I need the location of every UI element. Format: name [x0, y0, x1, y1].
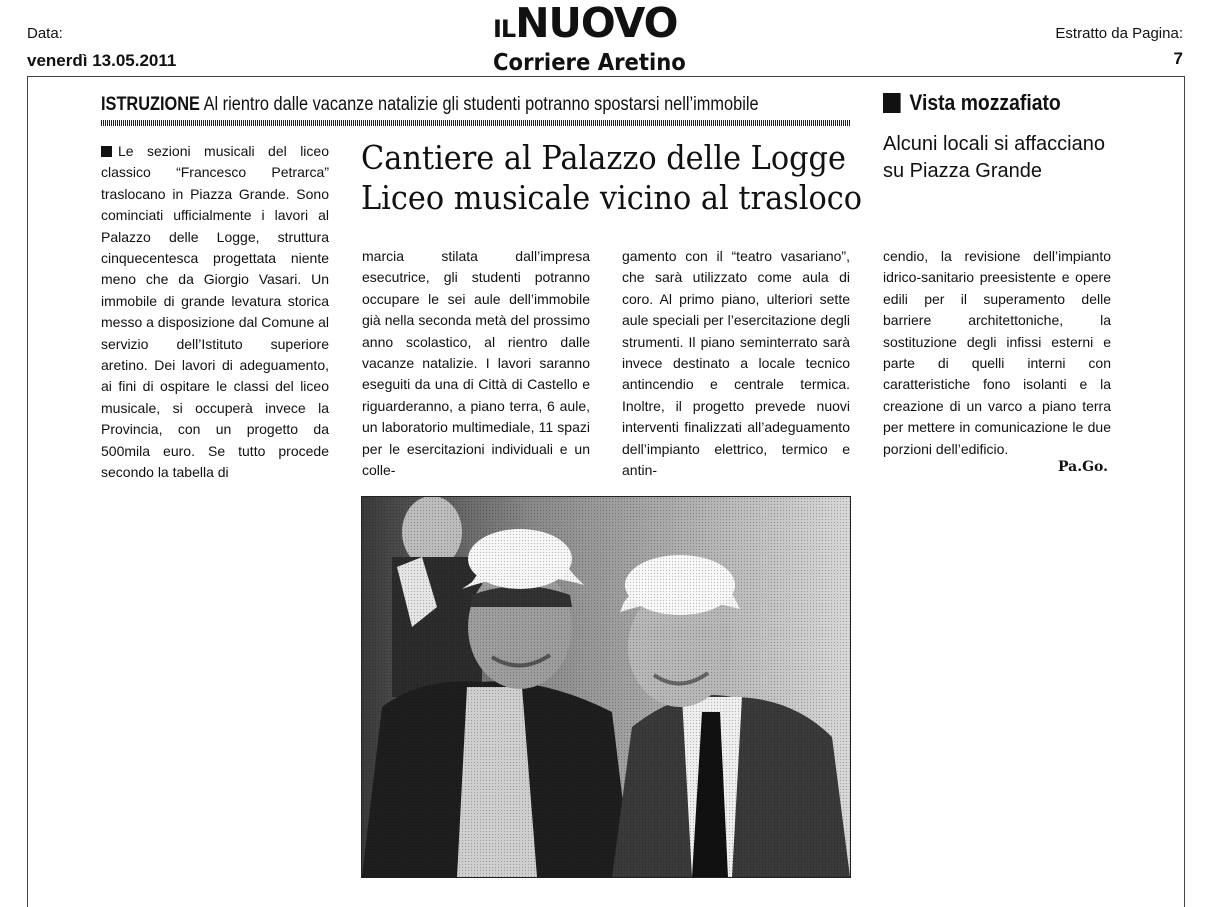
article-column-3 — [622, 246, 850, 481]
date-label: Data: — [27, 25, 63, 42]
page-label: Estratto da Pagina: — [1055, 25, 1183, 42]
masthead-main: NUOVO — [515, 0, 678, 47]
kicker — [101, 93, 759, 117]
publication-date: venerdì 13.05.2011 — [27, 51, 177, 70]
article-column-2 — [362, 246, 590, 481]
article-column-4 — [883, 246, 1111, 460]
bullet-square-icon — [101, 146, 112, 157]
column-4-text: cendio, la revisione dell’impianto idrico-sanitario preesistente e opere edili per il superamento delle barriere architettoniche, la sostituzione degli infissi esterni e parte di quelli interni con caratteristiche fono isolanti e la creazione di un varco a piano terra per mettere in comunicazione le due porzioni dell’edificio. — [883, 248, 1111, 457]
masthead — [493, 2, 703, 76]
column-2-text: marcia stilata dall’impresa esecutrice, gli studenti potranno occupare le sei aule dell’immobile già nella seconda metà del prossimo anno scolastico, al rientro dalle vacanze natalizie. I lavori saranno eseguiti da una di Città di Castello e riguarderanno, a piano terra, 6 aule, un laboratorio multimediale, 11 spazi per le esercitazioni individuali e un colle- — [362, 248, 590, 479]
article-photo — [361, 496, 851, 878]
sidebar-title — [883, 90, 1061, 116]
headline — [361, 138, 906, 218]
page-number: 7 — [1173, 49, 1183, 68]
kicker-text: Al rientro dalle vacanze natalizie gli studenti potranno spostarsi nell’immobile — [203, 94, 759, 115]
sidebar-title-text: Vista mozzafiato — [909, 90, 1061, 115]
masthead-il: IL — [493, 15, 516, 43]
kicker-section: ISTRUZIONE — [101, 94, 200, 115]
kicker-rule — [101, 120, 850, 126]
photo-two-men-hard-hats — [362, 497, 850, 877]
sidebar-subtitle: Alcuni locali si affacciano su Piazza Grande — [883, 133, 1105, 182]
masthead-subtitle: Corriere Aretino — [493, 50, 686, 76]
author-signature: Pa.Go. — [1058, 459, 1109, 475]
headline-line-2: Liceo musicale vicino al trasloco — [361, 178, 863, 217]
column-3-text: gamento con il “teatro vasariano”, che sarà utilizzato come aula di coro. Al primo piano, ulteriori sette aule speciali per l’esercitazione degli strumenti. Il piano seminterrato sarà invece destinato a locale tecnico antincendio e centrale termica. Inoltre, il progetto prevede nuovi interventi finalizzati all’adeguamento dell’impianto elettrico, termico e antin- — [622, 248, 850, 479]
sidebar-square-icon — [883, 93, 901, 113]
column-1-text: Le sezioni musicali del liceo classico “Francesco Petrarca” traslocano in Piazza Grande. Sono cominciati ufficialmente i lavori al Palazzo delle Logge, struttura cinquecentesca progettata niente meno che da Giorgio Vasari. Un immobile di grande levatura storica messo a disposizione dal Comune al servizio dell’Istituto superiore aretino. Dei lavori di adeguamento, ai fini di ospitare le classi del liceo musicale, si occuperà invece la Provincia, con un progetto da 500mila euro. Se tutto procede secondo la tabella di — [101, 143, 330, 481]
article-column-1 — [101, 141, 329, 484]
headline-line-1: Cantiere al Palazzo delle Logge — [361, 138, 846, 177]
